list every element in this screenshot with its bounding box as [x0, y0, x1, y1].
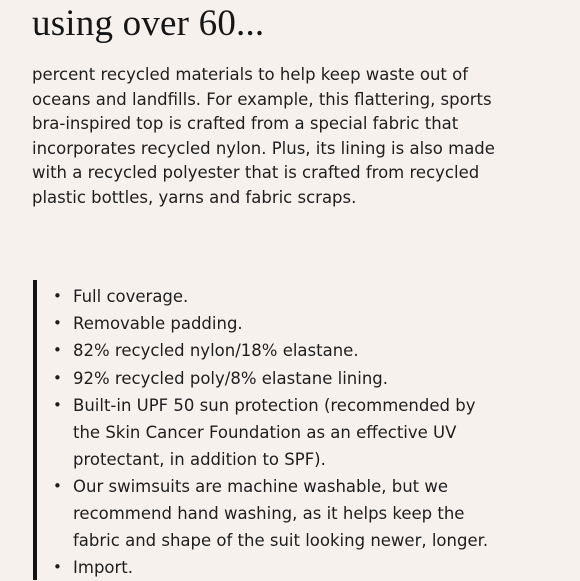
feature-item-upf [53, 392, 553, 473]
bullet-icon: • [53, 341, 62, 360]
description-line: oceans and landfills. For example, this flattering, sports [32, 89, 492, 109]
feature-text [73, 283, 553, 310]
feature-line: Import. [73, 558, 134, 578]
feature-list [53, 283, 553, 581]
feature-item-lining [53, 365, 553, 392]
feature-line: protectant, in addition to SPF). [73, 449, 326, 469]
feature-line: Built-in UPF 50 sun protection (recommended by [73, 395, 476, 415]
bullet-icon: • [53, 314, 62, 333]
description-line: plastic bottles, yarns and fabric scraps. [32, 187, 357, 207]
bullet-icon: • [53, 395, 62, 414]
feature-line: the Skin Cancer Foundation as an effective UV [73, 422, 457, 442]
bullet-icon: • [53, 558, 62, 577]
feature-text [73, 392, 553, 473]
feature-text [73, 310, 553, 337]
feature-item-padding [53, 310, 553, 337]
product-description [32, 63, 552, 210]
feature-line: recommend hand washing, as it helps keep the [73, 503, 465, 523]
feature-text [73, 337, 553, 364]
feature-text [73, 365, 553, 392]
feature-item-import [53, 554, 553, 581]
feature-line: 92% recycled poly/8% elastane lining. [73, 368, 389, 388]
feature-line: Full coverage. [73, 287, 189, 306]
description-line: incorporates recycled nylon. Plus, its lining is also made [32, 138, 495, 158]
bullet-icon: • [53, 476, 62, 495]
feature-block-quote [33, 280, 577, 580]
feature-item-fabric [53, 337, 553, 364]
feature-text [73, 554, 553, 581]
feature-line: 82% recycled nylon/18% elastane. [73, 341, 359, 361]
feature-line: fabric and shape of the suit looking newer, longer. [73, 530, 489, 550]
description-line: with a recycled polyester that is crafted from recycled [32, 163, 480, 182]
description-line: percent recycled materials to help keep waste out of [32, 65, 469, 84]
bullet-icon: • [53, 368, 62, 387]
feature-item-coverage [53, 283, 553, 310]
bullet-icon: • [53, 287, 62, 305]
section-heading: using over 60... [32, 3, 265, 44]
feature-text [73, 473, 553, 554]
feature-item-care [53, 473, 553, 554]
feature-line: Our swimsuits are machine washable, but we [73, 476, 449, 496]
feature-line: Removable padding. [73, 314, 243, 334]
description-line: bra-inspired top is crafted from a special fabric that [32, 114, 459, 133]
